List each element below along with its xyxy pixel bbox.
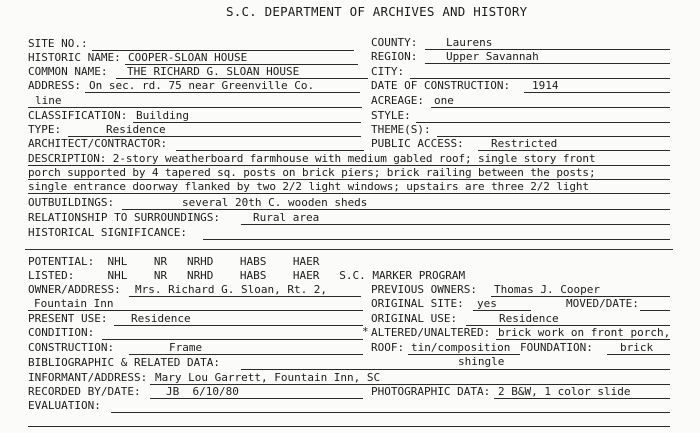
owner-address-label: OWNER/ADDRESS: bbox=[28, 283, 121, 296]
original-site-label: ORIGINAL SITE: bbox=[371, 297, 464, 310]
photographic-label: PHOTOGRAPHIC DATA: bbox=[371, 385, 491, 398]
condition-line bbox=[102, 339, 363, 340]
previous-owners-value: Thomas J. Cooper bbox=[494, 283, 600, 296]
architect-line bbox=[176, 150, 364, 151]
address-label: ADDRESS: bbox=[28, 79, 81, 92]
roof-value: tin/composition bbox=[411, 341, 511, 354]
relationship-line bbox=[241, 224, 670, 225]
present-use-line bbox=[114, 325, 363, 326]
owner-address-line-2 bbox=[28, 310, 363, 311]
present-use-value: Residence bbox=[131, 312, 191, 325]
outbuildings-label: OUTBUILDINGS: bbox=[28, 196, 115, 209]
bibliographic-label: BIBLIOGRAPHIC & RELATED DATA: bbox=[28, 356, 221, 369]
recorded-label: RECORDED BY/DATE: bbox=[28, 385, 141, 398]
common-name-label: COMMON NAME: bbox=[28, 65, 108, 78]
original-use-value: Residence bbox=[499, 312, 559, 325]
style-line bbox=[416, 122, 670, 123]
form-title: S.C. DEPARTMENT OF ARCHIVES AND HISTORY bbox=[226, 4, 528, 19]
condition-label: CONDITION: bbox=[28, 326, 95, 339]
county-label: COUNTY: bbox=[371, 36, 418, 49]
acreage-value: one bbox=[434, 94, 454, 107]
listed-row: LISTED: NHL NR NRHD HABS HAER S.C. MARKER PROGRAM bbox=[28, 269, 466, 282]
altered-line bbox=[496, 339, 670, 340]
construction-label: CONSTRUCTION: bbox=[28, 341, 115, 354]
original-site-line bbox=[473, 310, 531, 311]
region-line bbox=[425, 63, 670, 64]
site-no-label: SITE NO.: bbox=[28, 37, 88, 50]
classification-label: CLASSIFICATION: bbox=[28, 109, 128, 122]
outbuildings-line bbox=[122, 209, 670, 210]
style-label: STYLE: bbox=[371, 109, 411, 122]
type-label: TYPE: bbox=[28, 123, 62, 136]
acreage-label: ACREAGE: bbox=[371, 94, 424, 107]
outbuildings-value: several 20th C. wooden sheds bbox=[182, 196, 368, 209]
public-access-label: PUBLIC ACCESS: bbox=[371, 137, 464, 150]
roof-value-2: shingle bbox=[458, 355, 505, 368]
description-line-1: DESCRIPTION: 2-story weatherboard farmhouse with medium gabled roof; single story front bbox=[28, 152, 596, 165]
historical-significance-label: HISTORICAL SIGNIFICANCE: bbox=[28, 226, 187, 239]
bibliographic-line bbox=[241, 369, 670, 370]
recorded-line bbox=[150, 398, 363, 399]
present-use-label: PRESENT USE: bbox=[28, 312, 108, 325]
construction-line bbox=[129, 354, 363, 355]
foundation-value: brick bbox=[620, 341, 654, 354]
foundation-line bbox=[607, 354, 670, 355]
moved-date-label: MOVED/DATE: bbox=[566, 297, 639, 310]
address-value-2: line bbox=[35, 94, 62, 107]
section-divider bbox=[25, 249, 673, 250]
classification-value: Building bbox=[136, 109, 189, 122]
public-access-line bbox=[478, 150, 670, 151]
relationship-label: RELATIONSHIP TO SURROUNDINGS: bbox=[28, 211, 221, 224]
city-label: CITY: bbox=[371, 65, 405, 78]
address-line-1 bbox=[85, 92, 360, 93]
historic-name-value: COOPER-SLOAN HOUSE bbox=[128, 51, 248, 64]
region-label: REGION: bbox=[371, 50, 418, 63]
evaluation-label: EVALUATION: bbox=[28, 399, 101, 412]
public-access-value: Restricted bbox=[491, 137, 558, 150]
address-line-2 bbox=[28, 107, 362, 108]
roof-label: ROOF: bbox=[371, 341, 405, 354]
description-line-3: single entrance doorway flanked by two 2/2 light windows; upstairs are three 2/2 light bbox=[28, 180, 589, 193]
construction-value: Frame bbox=[169, 341, 203, 354]
classification-line bbox=[133, 122, 361, 123]
date-of-construction-value: 1914 bbox=[532, 79, 559, 92]
altered-label: ALTERED/UNALTERED: bbox=[371, 326, 491, 339]
moved-date-line bbox=[640, 310, 670, 311]
photographic-value: 2 B&W, 1 color slide bbox=[498, 385, 631, 398]
foundation-label: FOUNDATION: bbox=[520, 341, 593, 354]
altered-value: brick work on front porch, bbox=[498, 326, 671, 339]
address-value-1: On sec. rd. 75 near Greenville Co. bbox=[89, 79, 315, 92]
architect-label: ARCHITECT/CONTRACTOR: bbox=[28, 137, 168, 150]
county-value: Laurens bbox=[446, 36, 493, 49]
description-line-2: porch supported by 4 tapered sq. posts on brick piers; brick railing between the posts; bbox=[28, 166, 596, 179]
owner-address-line-1 bbox=[129, 296, 361, 297]
description-rule-3 bbox=[28, 193, 670, 194]
acreage-line bbox=[431, 107, 670, 108]
relationship-value: Rural area bbox=[253, 211, 320, 224]
recorded-value: JB 6/10/80 bbox=[166, 385, 239, 398]
photographic-line bbox=[494, 398, 670, 399]
themes-label: THEME(S): bbox=[371, 123, 431, 136]
type-value: Residence bbox=[106, 123, 166, 136]
informant-label: INFORMANT/ADDRESS: bbox=[28, 371, 148, 384]
owner-address-value-2: Fountain Inn bbox=[34, 297, 114, 310]
owner-address-value-1: Mrs. Richard G. Sloan, Rt. 2, bbox=[135, 283, 328, 296]
potential-row: POTENTIAL: NHL NR NRHD HABS HAER bbox=[28, 255, 320, 268]
altered-asterisk: * bbox=[362, 325, 369, 338]
date-of-construction-line bbox=[524, 92, 670, 93]
region-value: Upper Savannah bbox=[446, 50, 539, 63]
historic-name-label: HISTORIC NAME: bbox=[28, 51, 121, 64]
common-name-value: THE RICHARD G. SLOAN HOUSE bbox=[127, 65, 300, 78]
evaluation-line bbox=[111, 412, 670, 413]
date-of-construction-label: DATE OF CONSTRUCTION: bbox=[371, 79, 511, 92]
historical-significance-line bbox=[203, 239, 670, 240]
original-site-value: yes bbox=[477, 297, 497, 310]
previous-owners-label: PREVIOUS OWNERS: bbox=[371, 283, 477, 296]
informant-value: Mary Lou Garrett, Fountain Inn, SC bbox=[155, 371, 381, 384]
evaluation-line-2 bbox=[28, 426, 670, 427]
original-use-label: ORIGINAL USE: bbox=[371, 312, 458, 325]
